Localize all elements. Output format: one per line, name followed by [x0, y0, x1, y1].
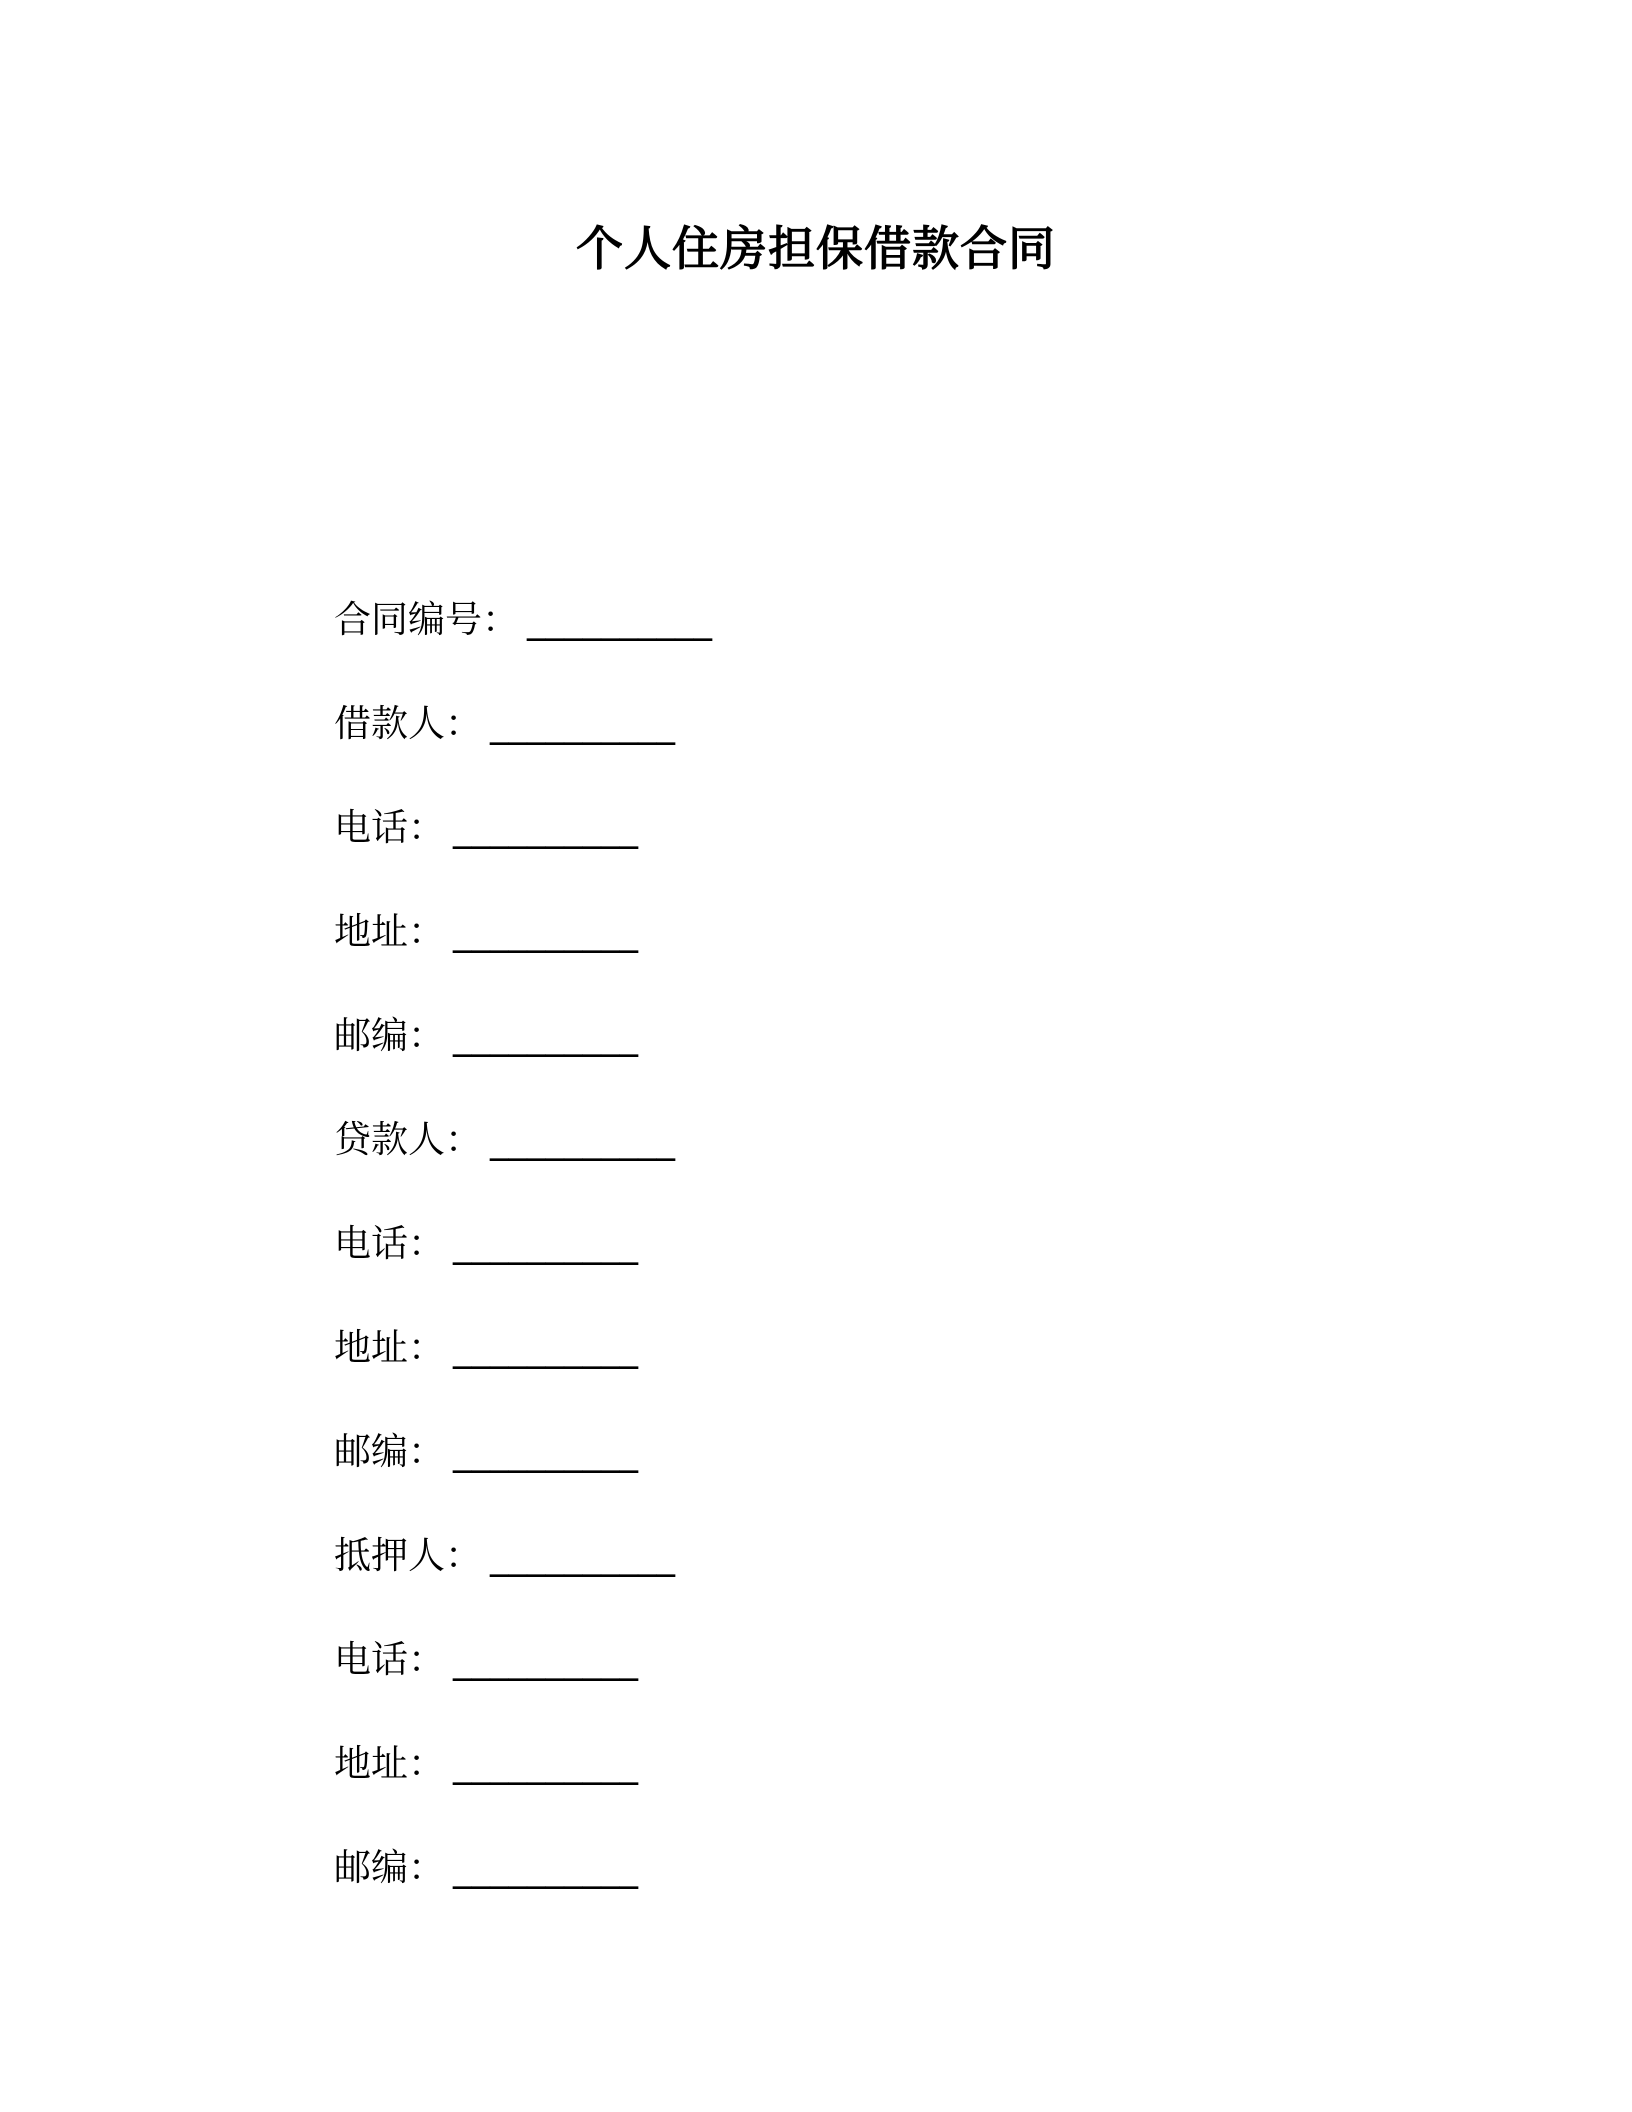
field-label: 抵押人：	[334, 1534, 482, 1577]
contract-fields	[334, 592, 1234, 1944]
field-borrower	[334, 696, 1234, 800]
field-lender-postcode	[334, 1424, 1234, 1528]
field-mortgagor-postcode	[334, 1840, 1234, 1944]
field-label: 地址：	[334, 1326, 445, 1369]
field-blank-line: __________	[453, 1846, 638, 1889]
field-label: 电话：	[334, 1222, 445, 1265]
field-label: 合同编号：	[334, 598, 519, 641]
field-label: 邮编：	[334, 1846, 445, 1889]
field-borrower-address	[334, 904, 1234, 1008]
field-mortgagor-phone	[334, 1632, 1234, 1736]
field-label: 地址：	[334, 910, 445, 953]
field-blank-line: __________	[490, 702, 675, 745]
field-borrower-postcode	[334, 1008, 1234, 1112]
field-contract-number	[334, 592, 1234, 696]
field-blank-line: __________	[453, 1014, 638, 1057]
field-mortgagor-address	[334, 1736, 1234, 1840]
field-borrower-phone	[334, 800, 1234, 904]
field-blank-line: __________	[490, 1118, 675, 1161]
field-blank-line: __________	[453, 1742, 638, 1785]
field-blank-line: __________	[453, 1326, 638, 1369]
field-lender	[334, 1112, 1234, 1216]
field-blank-line: __________	[453, 1222, 638, 1265]
field-blank-line: __________	[453, 910, 638, 953]
document-title: 个人住房担保借款合同	[576, 222, 1056, 277]
field-label: 电话：	[334, 806, 445, 849]
field-label: 邮编：	[334, 1430, 445, 1473]
field-blank-line: __________	[453, 1638, 638, 1681]
field-lender-phone	[334, 1216, 1234, 1320]
field-blank-line: __________	[453, 806, 638, 849]
field-label: 电话：	[334, 1638, 445, 1681]
field-label: 贷款人：	[334, 1118, 482, 1161]
field-lender-address	[334, 1320, 1234, 1424]
field-mortgagor	[334, 1528, 1234, 1632]
field-blank-line: __________	[453, 1430, 638, 1473]
field-blank-line: __________	[527, 598, 712, 641]
field-label: 借款人：	[334, 702, 482, 745]
field-blank-line: __________	[490, 1534, 675, 1577]
field-label: 邮编：	[334, 1014, 445, 1057]
field-label: 地址：	[334, 1742, 445, 1785]
